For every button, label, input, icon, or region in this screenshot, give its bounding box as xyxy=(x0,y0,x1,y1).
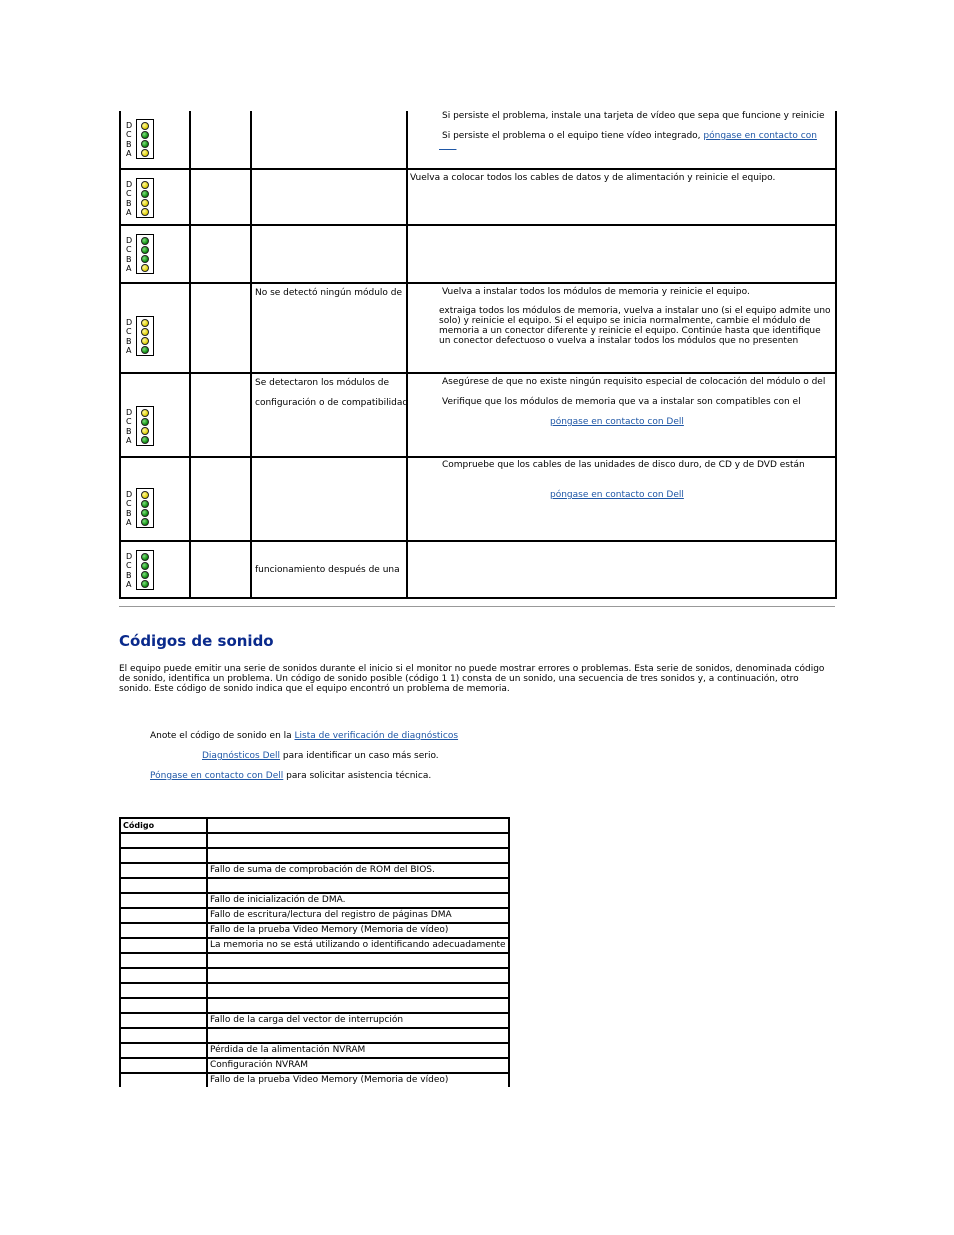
contact-dell-link[interactable]: póngase en contacto con Dell xyxy=(550,417,684,427)
light-label: A xyxy=(126,517,132,527)
diag-solution-cell xyxy=(407,541,836,598)
beep-row xyxy=(120,1058,509,1073)
light-label: D xyxy=(126,552,133,561)
beep-description-cell: Configuración NVRAM xyxy=(207,1058,509,1073)
light-label: C xyxy=(126,561,132,571)
beep-header-description xyxy=(207,818,509,833)
light-label: D xyxy=(126,121,133,130)
diag-lights-cell xyxy=(120,225,190,283)
green-led-icon xyxy=(141,562,149,570)
beep-description-cell xyxy=(207,953,509,968)
light-label: D xyxy=(126,490,133,499)
yellow-led-icon xyxy=(141,328,149,336)
diag-solution-cell xyxy=(407,457,836,541)
contact-dell-link-continued[interactable] xyxy=(439,141,456,151)
beep-code-cell xyxy=(120,968,207,983)
diag-row xyxy=(120,541,836,598)
beep-code-cell xyxy=(120,923,207,938)
beep-description-cell xyxy=(207,1028,509,1043)
light-label: B xyxy=(126,254,132,264)
green-led-icon xyxy=(141,571,149,579)
intro-paragraph xyxy=(119,664,831,694)
green-led-icon xyxy=(141,436,149,444)
solution-text: Si persiste el problema, instale una tarjeta de vídeo que sepa que funcione y reinicie xyxy=(442,111,825,121)
green-led-icon xyxy=(141,500,149,508)
light-label: C xyxy=(126,189,132,199)
light-label: B xyxy=(126,336,132,346)
beep-code-cell xyxy=(120,1013,207,1028)
beep-description-cell: Fallo de suma de comprobación de ROM del BIOS. xyxy=(207,863,509,878)
yellow-led-icon xyxy=(141,208,149,216)
light-label: B xyxy=(126,198,132,208)
beep-description-cell xyxy=(207,983,509,998)
yellow-led-icon xyxy=(141,264,149,272)
diag-problem-cell xyxy=(251,373,407,457)
diagnostics-checklist-link[interactable]: Lista de verificación de diagnósticos xyxy=(294,731,459,741)
light-label: C xyxy=(126,417,132,427)
beep-code-cell xyxy=(120,1028,207,1043)
light-label: D xyxy=(126,408,133,417)
diag-lights-cell xyxy=(120,541,190,598)
diag-problem-cell xyxy=(251,283,407,373)
beep-table-header xyxy=(120,818,509,833)
yellow-led-icon xyxy=(141,199,149,207)
yellow-led-icon xyxy=(141,149,149,157)
light-label: D xyxy=(126,318,133,327)
solution-text: Verifique que los módulos de memoria que va a instalar son compatibles con el xyxy=(442,397,801,407)
diag-solution-text xyxy=(442,287,750,297)
section-divider xyxy=(119,606,835,607)
section-title: Códigos de sonido xyxy=(119,632,274,650)
light-label: A xyxy=(126,263,132,273)
beep-row xyxy=(120,953,509,968)
diag-code-cell xyxy=(190,225,251,283)
diag-row xyxy=(120,373,836,457)
beep-row xyxy=(120,1073,509,1087)
light-label: B xyxy=(126,508,132,518)
step-2 xyxy=(202,751,439,761)
diag-solution-text xyxy=(442,111,825,121)
diag-lights-cell xyxy=(120,283,190,373)
light-label: D xyxy=(126,180,133,189)
green-led-icon xyxy=(141,553,149,561)
diag-solution-text xyxy=(442,397,801,407)
light-label: A xyxy=(126,345,132,355)
diag-code-cell xyxy=(190,457,251,541)
light-label: A xyxy=(126,579,132,589)
beep-code-cell xyxy=(120,833,207,848)
beep-code-cell xyxy=(120,848,207,863)
diag-solution-text xyxy=(442,131,817,141)
beep-row xyxy=(120,983,509,998)
light-panel xyxy=(136,488,154,528)
green-led-icon xyxy=(141,190,149,198)
diag-solution-text xyxy=(439,306,831,346)
diag-row xyxy=(120,225,836,283)
diag-problem-cell xyxy=(251,169,407,225)
diag-solution-cell xyxy=(407,283,836,373)
diag-solution-text xyxy=(442,460,805,470)
intro-text: El equipo puede emitir una serie de sonidos durante el inicio si el monitor no puede mostrar errores o problemas. Esta serie de sonidos, denominada código de sonido, identifica un problema. Un código de sonido posible (código 1 1) consta de un sonido, una secuencia de tres sonidos y, a continuación, otro sonido. Este código de sonido indica que el equipo encontró un problema de memoria. xyxy=(119,664,825,694)
diag-solution-cell xyxy=(407,373,836,457)
light-label: C xyxy=(126,327,132,337)
step-3 xyxy=(150,771,431,781)
diag-code-cell xyxy=(190,283,251,373)
beep-header-code: Código xyxy=(120,818,207,833)
diag-row xyxy=(120,169,836,225)
dell-diagnostics-link[interactable]: Diagnósticos Dell xyxy=(202,751,281,761)
beep-row xyxy=(120,878,509,893)
beep-code-cell xyxy=(120,998,207,1013)
green-led-icon xyxy=(141,255,149,263)
step-1 xyxy=(150,731,458,741)
beep-description-cell: Pérdida de la alimentación NVRAM xyxy=(207,1043,509,1058)
yellow-led-icon xyxy=(141,181,149,189)
solution-text: extraiga todos los módulos de memoria, vuelva a instalar uno (si el equipo admite uno solo) y reinicie el equipo. Si el equipo se inicia normalmente, cambie el módulo de memoria a un conector diferente y reinicie el equipo. Continúe hasta que identifique un conector defectuoso o vuelva a instalar todos los módulos que no presenten xyxy=(439,306,831,346)
beep-code-cell xyxy=(120,983,207,998)
diag-lights-cell xyxy=(120,169,190,225)
beep-code-table xyxy=(119,817,510,1087)
beep-row xyxy=(120,893,509,908)
green-led-icon xyxy=(141,140,149,148)
diag-row xyxy=(120,283,836,373)
beep-row xyxy=(120,923,509,938)
diag-lights-cell xyxy=(120,111,190,169)
light-label: B xyxy=(126,570,132,580)
yellow-led-icon xyxy=(141,427,149,435)
beep-row xyxy=(120,908,509,923)
beep-description-cell: Fallo de la prueba Video Memory (Memoria de vídeo) xyxy=(207,923,509,938)
contact-dell-link[interactable]: Póngase en contacto con Dell xyxy=(150,771,284,781)
light-panel xyxy=(136,119,154,159)
beep-row xyxy=(120,848,509,863)
beep-code-cell xyxy=(120,938,207,953)
green-led-icon xyxy=(141,131,149,139)
beep-row xyxy=(120,833,509,848)
diag-solution-cell xyxy=(407,169,836,225)
beep-description-cell: Fallo de escritura/lectura del registro de páginas DMA xyxy=(207,908,509,923)
light-panel xyxy=(136,406,154,446)
diag-code-cell xyxy=(190,541,251,598)
beep-row xyxy=(120,1028,509,1043)
solution-text: Si persiste el problema o el equipo tiene vídeo integrado, xyxy=(442,131,704,141)
step-2-text: para identificar un caso más serio. xyxy=(280,751,439,761)
diag-problem-cell xyxy=(251,225,407,283)
light-panel xyxy=(136,550,154,590)
beep-code-cell xyxy=(120,1058,207,1073)
step-3-text: para solicitar asistencia técnica. xyxy=(283,771,432,781)
diag-code-cell xyxy=(190,373,251,457)
yellow-led-icon xyxy=(141,122,149,130)
beep-code-cell xyxy=(120,908,207,923)
beep-description-cell xyxy=(207,998,509,1013)
step-1-text: Anote el código de sonido en la xyxy=(150,731,295,741)
diag-row xyxy=(120,457,836,541)
yellow-led-icon xyxy=(141,337,149,345)
green-led-icon xyxy=(141,237,149,245)
beep-description-cell xyxy=(207,833,509,848)
light-label: C xyxy=(126,245,132,255)
beep-row xyxy=(120,1043,509,1058)
solution-text: Vuelva a instalar todos los módulos de memoria y reinicie el equipo. xyxy=(442,287,750,297)
beep-description-cell xyxy=(207,968,509,983)
green-led-icon xyxy=(141,346,149,354)
contact-dell-link[interactable]: póngase en contacto con Dell xyxy=(550,490,684,500)
beep-description-cell: Fallo de la carga del vector de interrupción xyxy=(207,1013,509,1028)
green-led-icon xyxy=(141,518,149,526)
solution-text: Compruebe que los cables de las unidades de disco duro, de CD y de DVD están xyxy=(442,460,805,470)
green-led-icon xyxy=(141,418,149,426)
beep-code-cell xyxy=(120,1073,207,1087)
diag-lights-cell xyxy=(120,457,190,541)
diag-solution-text xyxy=(410,173,775,183)
beep-row xyxy=(120,998,509,1013)
beep-description-cell xyxy=(207,848,509,863)
diag-solution-text xyxy=(550,490,684,500)
diag-code-cell xyxy=(190,169,251,225)
diag-problem-text: Se detectaron los módulos de xyxy=(255,378,390,388)
diag-problem-cell xyxy=(251,457,407,541)
beep-code-cell xyxy=(120,878,207,893)
diag-row xyxy=(120,111,836,169)
beep-row xyxy=(120,968,509,983)
diag-solution-text xyxy=(442,377,825,387)
beep-row xyxy=(120,938,509,953)
beep-description-cell: Fallo de inicialización de DMA. xyxy=(207,893,509,908)
beep-code-cell xyxy=(120,863,207,878)
green-led-icon xyxy=(141,246,149,254)
light-panel xyxy=(136,234,154,274)
solution-text: Asegúrese de que no existe ningún requisito especial de colocación del módulo o del xyxy=(442,377,826,387)
beep-code-cell xyxy=(120,953,207,968)
diag-lights-cell xyxy=(120,373,190,457)
light-label: C xyxy=(126,499,132,509)
beep-description-cell: La memoria no se está utilizando o identificando adecuadamente xyxy=(207,938,509,953)
diag-problem-cell xyxy=(251,111,407,169)
beep-code-cell xyxy=(120,893,207,908)
light-label: B xyxy=(126,139,132,149)
beep-row xyxy=(120,1013,509,1028)
beep-row xyxy=(120,863,509,878)
diag-problem-text: configuración o de compatibilidad xyxy=(255,398,409,408)
beep-description-cell xyxy=(207,878,509,893)
beep-code-cell xyxy=(120,1043,207,1058)
light-label: A xyxy=(126,148,132,158)
diag-solution-cell xyxy=(407,225,836,283)
beep-description-cell: Fallo de la prueba Video Memory (Memoria de vídeo) xyxy=(207,1073,509,1087)
diag-solution-cell xyxy=(407,111,836,169)
light-panel xyxy=(136,316,154,356)
contact-dell-link[interactable]: póngase en contacto con xyxy=(703,131,817,141)
solution-text: Vuelva a colocar todos los cables de datos y de alimentación y reinicie el equipo. xyxy=(410,173,776,183)
light-label: C xyxy=(126,130,132,140)
yellow-led-icon xyxy=(141,409,149,417)
diagnostic-lights-table xyxy=(119,111,837,599)
diag-problem-text: No se detectó ningún módulo de xyxy=(255,288,403,298)
green-led-icon xyxy=(141,580,149,588)
light-label: D xyxy=(126,236,133,245)
diag-solution-text xyxy=(550,417,684,427)
green-led-icon xyxy=(141,509,149,517)
yellow-led-icon xyxy=(141,491,149,499)
light-label: B xyxy=(126,426,132,436)
diag-code-cell xyxy=(190,111,251,169)
light-panel xyxy=(136,178,154,218)
light-label: A xyxy=(126,435,132,445)
diag-problem-cell xyxy=(251,541,407,598)
light-label: A xyxy=(126,207,132,217)
yellow-led-icon xyxy=(141,319,149,327)
diag-problem-text: funcionamiento después de una xyxy=(255,565,400,575)
